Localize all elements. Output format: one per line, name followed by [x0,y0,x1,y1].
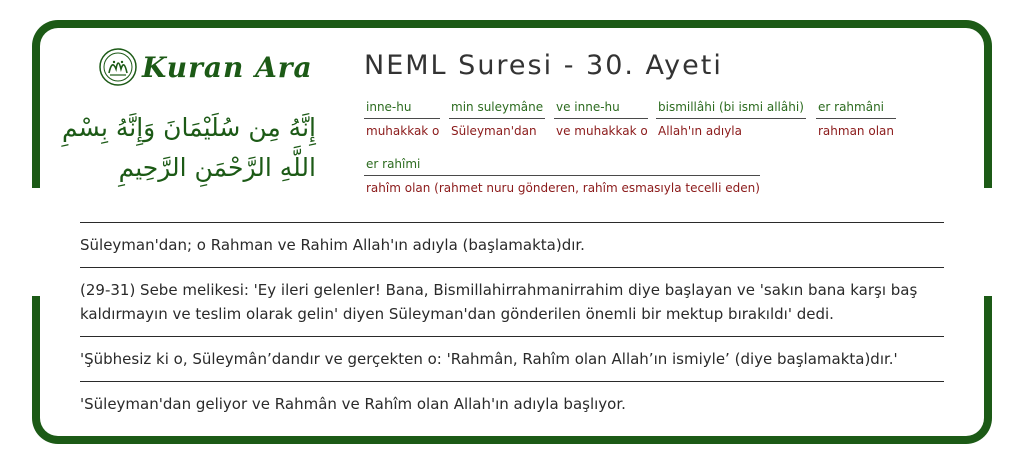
translation-item [80,336,944,381]
word-meaning: rahman olan [818,124,894,138]
translation-text: 'Süleyman'dan geliyor ve Rahmân ve Rahîm olan Allah'ın adıyla başlıyor. [80,395,626,413]
word-meaning: ve muhakkak o [556,124,648,138]
translation-text: 'Şübhesiz ki o, Süleymân’dandır ve gerçekten o: 'Rahmân, Rahîm olan Allah’ın ismiyle’ (diye başlamakta)dır.' [80,350,898,368]
translation-text: (29-31) Sebe melikesi: 'Ey ileri gelenler! Bana, Bismillahirrahmanirrahim diye başlayan ve 'sakın bana karşı baş kaldırmayın ve teslim olarak gelin' diyen Süleyman'dan gönderilen önemli bir mektup bırakıldı' dedi. [80,281,918,323]
word-item[interactable] [816,100,896,138]
word-meaning: Süleyman'dan [451,124,537,138]
page-title: NEML Suresi - 30. Ayeti [364,50,723,81]
translation-text: Süleyman'dan; o Rahman ve Rahim Allah'ın adıyla (başlamakta)dır. [80,236,585,254]
word-transliteration: bismillâhi (bi ismi allâhi) [656,100,806,119]
word-item[interactable] [656,100,806,138]
translation-item [80,222,944,267]
translation-item [80,381,944,426]
word-item[interactable] [449,100,545,138]
word-item[interactable] [364,100,440,138]
site-logo[interactable] [98,45,313,89]
word-transliteration: min suleymâne [449,100,545,119]
word-meaning: muhakkak o [366,124,440,138]
translation-item [80,267,944,336]
word-meaning: Allah'ın adıyla [658,124,742,138]
translations-list [80,222,944,426]
word-item[interactable] [554,100,648,138]
word-transliteration: er rahmâni [816,100,896,119]
word-transliteration: er rahîmi [364,157,760,176]
word-meaning: rahîm olan (rahmet nuru gönderen, rahîm esmasıyla tecelli eden) [366,181,760,195]
arabic-verse: إِنَّهُ مِن سُلَيْمَانَ وَإِنَّهُ بِسْمِ اللَّهِ الرَّحْمَنِ الرَّحِيمِ [62,113,316,182]
logo-text: Kuran Ara [142,50,313,84]
word-transliteration: inne-hu [364,100,440,119]
word-item[interactable] [364,157,760,195]
word-transliteration: ve inne-hu [554,100,648,119]
quran-calligraphy-icon [98,47,138,87]
